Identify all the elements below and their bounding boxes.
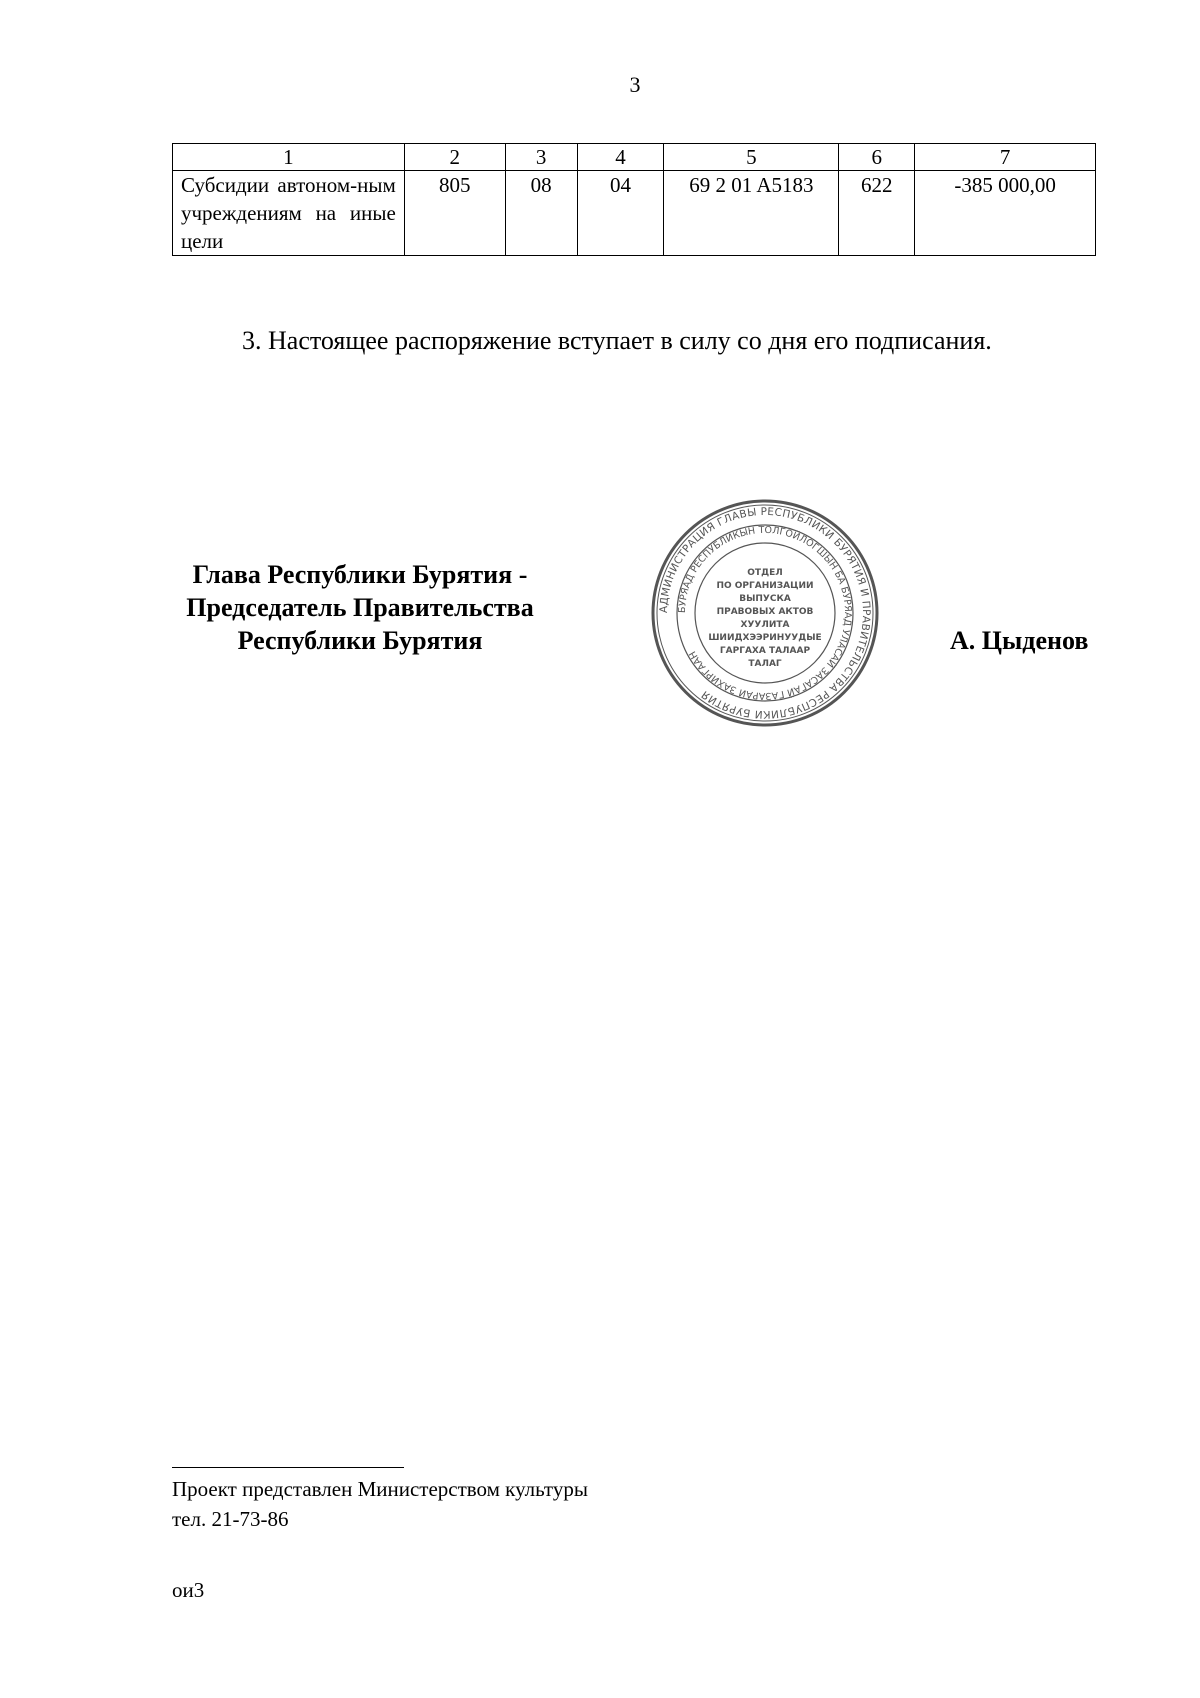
table-header-row xyxy=(173,144,1096,171)
stamp-center-line: ПО ОРГАНИЗАЦИИ xyxy=(716,581,814,591)
footnote xyxy=(172,1474,588,1534)
column-header: 5 xyxy=(664,144,839,171)
stamp-inner-text: БУРЯАД РЕСПУБЛИКЫН ТОЛГОЙЛОГШЫН БА БУРЯАД УЛАСАЙ ЗАСАГАЙ ГАЗАРАЙ ЗАХИРГААН xyxy=(676,524,854,702)
table-row xyxy=(173,171,1096,256)
paragraph-3: 3. Настоящее распоряжение вступает в силу со дня его подписания. xyxy=(242,326,992,355)
column-header: 6 xyxy=(839,144,915,171)
column-header: 3 xyxy=(505,144,577,171)
stamp-outer-text: АДМИНИСТРАЦИЯ ГЛАВЫ РЕСПУБЛИКИ БУРЯТИЯ И ПРАВИТЕЛЬСТВА РЕСПУБЛИКИ БУРЯТИЯ xyxy=(657,505,873,721)
column-header: 1 xyxy=(173,144,405,171)
expense-name-cell: Субсидии автоном-ным учреждениям на иные цели xyxy=(173,171,405,256)
stamp-center-line: ХУУЛИТА xyxy=(740,620,790,630)
expense-type-cell: 622 xyxy=(839,171,915,256)
signer-name: А. Цыденов xyxy=(950,626,1089,655)
subsection-cell: 04 xyxy=(577,171,664,256)
column-header: 2 xyxy=(404,144,505,171)
footnote-divider xyxy=(172,1467,404,1468)
stamp-center-line: ПРАВОВЫХ АКТОВ xyxy=(716,607,814,617)
phone-line: тел. 21-73-86 xyxy=(172,1507,289,1531)
column-header: 7 xyxy=(915,144,1096,171)
ministry-code-cell: 805 xyxy=(404,171,505,256)
official-stamp xyxy=(650,498,880,733)
stamp-seal-image xyxy=(650,498,880,728)
stamp-center-line: ВЫПУСКА xyxy=(739,594,791,604)
signer-title xyxy=(150,558,570,657)
section-cell: 08 xyxy=(505,171,577,256)
page-number: 3 xyxy=(629,72,641,97)
signer-title-line: Республики Бурятия xyxy=(237,626,483,655)
signer-title-line: Глава Республики Бурятия - xyxy=(192,560,528,589)
stamp-center-line: ОТДЕЛ xyxy=(747,568,783,578)
column-header: 4 xyxy=(577,144,664,171)
signer-title-line: Председатель Правительства xyxy=(186,593,534,622)
budget-table xyxy=(172,143,1096,256)
project-line: Проект представлен Министерством культуры xyxy=(172,1477,588,1501)
stamp-center-line: ТАЛАГ xyxy=(748,659,782,669)
amount-cell: -385 000,00 xyxy=(915,171,1096,256)
document-code: ои3 xyxy=(172,1578,205,1602)
stamp-center-line: ШИИДХЭЭРИНУУДЫЕ xyxy=(708,633,822,643)
stamp-center-line: ГАРГАХА ТАЛААР xyxy=(719,646,811,656)
target-article-cell: 69 2 01 A5183 xyxy=(664,171,839,256)
